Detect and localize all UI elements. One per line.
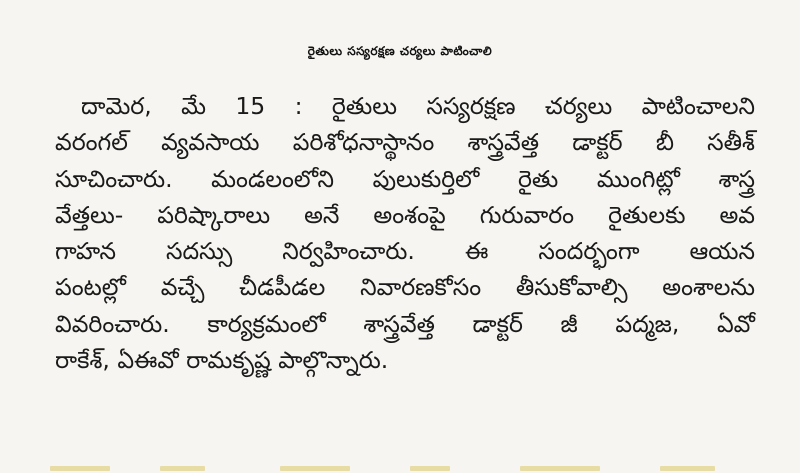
article-body-line-4: వేత్తలు- పరిష్కారాలు అనే అంశంపై గురువారం రైతులకు అవ xyxy=(55,200,755,229)
article-body-line-5: గాహన సదస్సు నిర్వహించారు. ఈ సందర్భంగా ఆయన xyxy=(55,237,755,266)
article-body-line-2: వరంగల్ వ్యవసాయ పరిశోధనాస్థానం శాస్త్రవేత్త డాక్టర్ బీ సతీశ్ xyxy=(55,128,755,157)
cropped-text-below xyxy=(50,458,770,473)
article-headline: రైతులు సస్యరక్షణ చర్యలు పాటించాలి xyxy=(307,44,493,58)
article-body-line-8: రాకేశ్, ఏఈవో రామకృష్ణ పాల్గొన్నారు. xyxy=(55,346,389,375)
article-body-line-1: దామెర, మే 15 : రైతులు సస్యరక్షణ చర్యలు పాటించాలని xyxy=(81,92,755,120)
article-body-line-6: పంటల్లో వచ్చే చీడపీడల నివారణకోసం తీసుకోవాల్సి అంశాలను xyxy=(55,273,755,302)
article-body xyxy=(55,88,755,378)
cropped-text-above xyxy=(280,0,430,6)
article-body-line-3: సూచించారు. మండలంలోని పులుకుర్తిలో రైతు ముంగిట్లో శాస్త్ర xyxy=(55,164,755,193)
article-body-line-7: వివరించారు. కార్యక్రమంలో శాస్త్రవేత్త డాక్టర్ జీ పద్మజ, ఏవో xyxy=(55,309,755,338)
